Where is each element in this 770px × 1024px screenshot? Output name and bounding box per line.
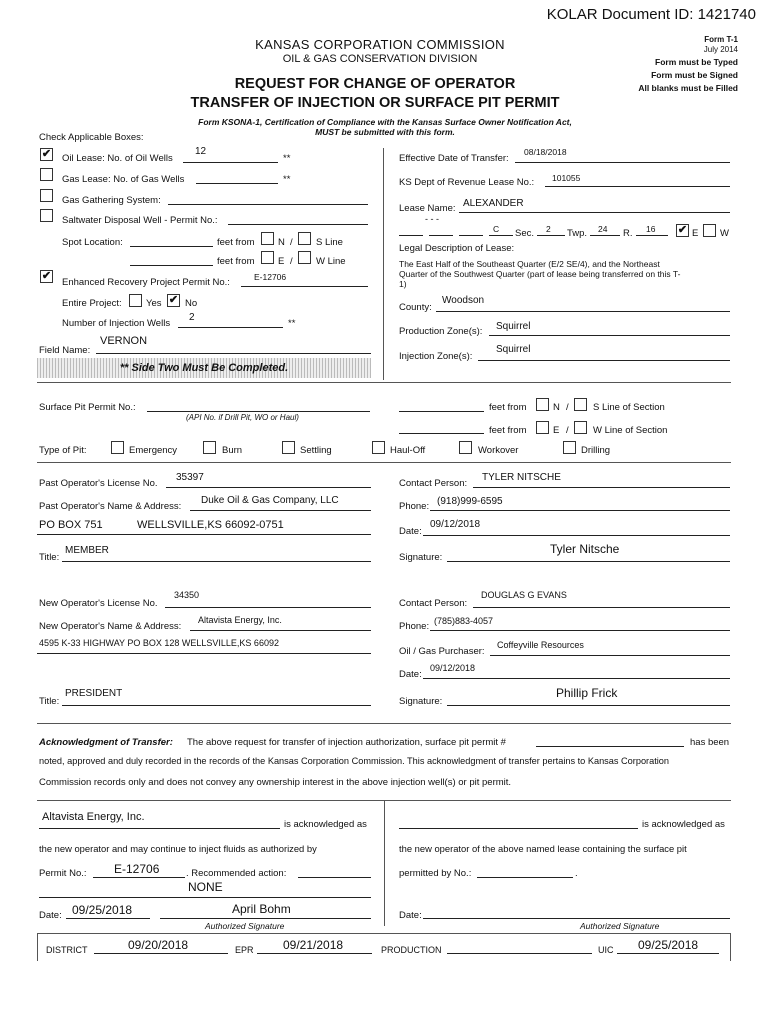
pit-burn-label: Burn — [222, 445, 243, 456]
form-number: Form T-1 — [704, 35, 738, 44]
check-boxes-label: Check Applicable Boxes: — [39, 132, 144, 143]
pit-workover-checkbox[interactable] — [459, 441, 472, 454]
ks-rev-line[interactable] — [545, 186, 730, 187]
gas-gathering-label: Gas Gathering System: — [62, 195, 161, 206]
division-name: OIL & GAS CONSERVATION DIVISION — [282, 53, 478, 65]
swd-label: Saltwater Disposal Well - Permit No.: — [62, 215, 218, 226]
past-name-value: Duke Oil & Gas Company, LLC — [201, 495, 339, 506]
past-phone-label: Phone: — [399, 501, 430, 512]
past-date-label: Date: — [399, 526, 422, 537]
ack-permit-line[interactable] — [536, 746, 684, 747]
new-purchaser-value: Coffeyville Resources — [497, 640, 584, 650]
entire-project-label: Entire Project: — [62, 298, 122, 309]
new-signature-value: Phillip Frick — [556, 686, 618, 700]
past-title-line[interactable] — [62, 561, 371, 562]
inj-stars: ** — [288, 318, 296, 329]
right-permitted-period: . — [575, 868, 578, 879]
epr-value: 09/21/2018 — [283, 938, 344, 952]
new-signature-line[interactable] — [447, 705, 730, 706]
eff-date-line[interactable] — [515, 162, 730, 163]
new-contact-value: DOUGLAS G EVANS — [481, 590, 567, 600]
ack-text-line2: noted, approved and duly recorded in the records of the Kansas Corporation Commission. This acknowledgment of transfer pertains to Kansas Corporation — [39, 756, 670, 766]
range-w-checkbox[interactable] — [703, 224, 716, 237]
epr-line[interactable] — [257, 953, 372, 954]
spot-feet-from-ns: feet from — [217, 237, 255, 248]
inj-zone-value: Squirrel — [496, 344, 531, 355]
erp-label: Enhanced Recovery Project Permit No.: — [62, 277, 230, 288]
new-address: 4595 K-33 HIGHWAY PO BOX 128 WELLSVILLE,KS 66092 — [39, 638, 279, 648]
pit-settling-checkbox[interactable] — [282, 441, 295, 454]
new-license-value: 34350 — [174, 590, 200, 600]
lease-name-label: Lease Name: — [399, 203, 456, 214]
oil-wells-line[interactable] — [183, 162, 278, 163]
spot-w-label: W Line — [316, 256, 346, 267]
spot-feet-from-ew: feet from — [217, 256, 255, 267]
range-line[interactable] — [636, 235, 668, 236]
uic-line[interactable] — [617, 953, 719, 954]
pit-e-checkbox[interactable] — [536, 421, 549, 434]
new-purchaser-label: Oil / Gas Purchaser: — [399, 646, 485, 657]
oil-wells-value: 12 — [195, 146, 207, 157]
new-title-line[interactable] — [62, 705, 371, 706]
past-name-label: Past Operator's Name & Address: — [39, 501, 182, 512]
ack-text-line3: Commission records only and does not convey any ownership interest in the above injection well(s) or pit permit. — [39, 777, 512, 788]
inj-zone-line[interactable] — [478, 360, 730, 361]
spot-slash: / — [290, 237, 293, 248]
right-date-line[interactable] — [423, 918, 730, 919]
erp-value: E-12706 — [254, 272, 287, 282]
spot-location-label: Spot Location: — [62, 237, 123, 248]
pit-s-label: S Line of Section — [593, 402, 665, 413]
lease-name-value: ALEXANDER — [463, 198, 524, 209]
past-address-line2: WELLSVILLE,KS 66092-0751 — [137, 519, 284, 531]
past-license-label: Past Operator's License No. — [39, 478, 158, 489]
bottom-date-line[interactable] — [66, 918, 150, 919]
past-license-value: 35397 — [176, 472, 204, 483]
new-date-label: Date: — [399, 669, 422, 680]
district-value: 09/20/2018 — [128, 938, 189, 952]
pit-w-label: W Line of Section — [593, 425, 668, 436]
new-phone-label: Phone: — [399, 621, 430, 632]
new-date-line[interactable] — [423, 678, 730, 679]
past-date-value: 09/12/2018 — [430, 519, 481, 530]
new-signature-label: Signature: — [399, 696, 443, 707]
section-divider-3 — [37, 723, 731, 724]
quarter-dashes: - - - — [425, 214, 439, 224]
past-phone-value: (918)999-6595 — [437, 496, 503, 507]
pit-n-label: N — [553, 402, 560, 413]
past-license-line[interactable] — [166, 487, 371, 488]
past-title-value: MEMBER — [65, 545, 109, 556]
district-label: DISTRICT — [46, 945, 88, 955]
pit-feet-from-ew: feet from — [489, 425, 527, 436]
pit-emergency-checkbox[interactable] — [111, 441, 124, 454]
past-name-line[interactable] — [190, 510, 371, 511]
uic-label: UIC — [598, 945, 614, 955]
pit-workover-label: Workover — [478, 445, 519, 456]
pit-hauloff-checkbox[interactable] — [372, 441, 385, 454]
range-label: R. — [623, 228, 633, 239]
form-date: July 2014 — [703, 45, 738, 54]
spot-s-label: S Line — [316, 237, 343, 248]
lease-name-line[interactable] — [459, 212, 730, 213]
ack-text-line1-end: has been — [690, 737, 730, 748]
past-address-underline[interactable] — [37, 534, 371, 535]
new-license-label: New Operator's License No. — [39, 598, 158, 609]
ack-is-acknowledged-right: is acknowledged as — [642, 819, 725, 830]
production-line[interactable] — [447, 953, 592, 954]
column-divider — [383, 148, 384, 380]
past-signature-value: Tyler Nitsche — [550, 542, 620, 556]
new-title-label: Title: — [39, 696, 60, 707]
swd-checkbox[interactable] — [40, 209, 53, 222]
eff-date-label: Effective Date of Transfer: — [399, 153, 509, 164]
form-title-line2: TRANSFER OF INJECTION OR SURFACE PIT PERMIT — [190, 95, 560, 111]
ack-left-text: the new operator and may continue to inject fluids as authorized by — [39, 843, 317, 854]
pit-n-checkbox[interactable] — [536, 398, 549, 411]
production-label: PRODUCTION — [381, 945, 442, 955]
past-contact-value: TYLER NITSCHE — [482, 472, 561, 483]
bottom-permit-value: E-12706 — [114, 862, 160, 876]
sec-line[interactable] — [537, 235, 565, 236]
right-date-label: Date: — [399, 910, 422, 921]
district-line[interactable] — [94, 953, 228, 954]
note-filled: All blanks must be Filled — [638, 83, 738, 93]
pit-w-checkbox[interactable] — [574, 421, 587, 434]
twp-value: 24 — [598, 224, 608, 234]
quarter4-line[interactable] — [489, 235, 513, 236]
eff-date-value: 08/18/2018 — [524, 147, 567, 157]
form-title-line1: REQUEST FOR CHANGE OF OPERATOR — [234, 76, 516, 92]
spot-ns-line[interactable] — [130, 246, 213, 247]
form-subtitle-line1: Form KSONA-1, Certification of Compliance with the Kansas Surface Owner Notification Act, — [198, 117, 572, 127]
section-divider-1 — [37, 382, 731, 383]
bottom-auth-sig-label: Authorized Signature — [205, 921, 285, 931]
entire-yes-checkbox[interactable] — [129, 294, 142, 307]
bottom-column-divider — [384, 800, 385, 926]
past-contact-line[interactable] — [473, 487, 730, 488]
inj-wells-line[interactable] — [178, 327, 283, 328]
bottom-recommended-line[interactable] — [298, 877, 371, 878]
gas-stars: ** — [283, 174, 291, 185]
right-permitted-label: permitted by No.: — [399, 868, 472, 879]
pit-s-checkbox[interactable] — [574, 398, 587, 411]
pit-e-label: E — [553, 425, 560, 436]
spot-slash-2: / — [290, 256, 293, 267]
past-signature-line[interactable] — [447, 561, 730, 562]
pit-ns-line[interactable] — [399, 411, 484, 412]
county-label: County: — [399, 302, 432, 313]
new-purchaser-line[interactable] — [490, 655, 730, 656]
ack-title: Acknowledgment of Transfer: — [39, 737, 173, 748]
erp-checkbox[interactable]: ✔ — [41, 270, 52, 282]
spot-w-checkbox[interactable] — [298, 251, 311, 264]
new-address-underline[interactable] — [37, 653, 371, 654]
pit-feet-from-ns: feet from — [489, 402, 527, 413]
ack-text-line1: The above request for transfer of injection authorization, surface pit permit # — [187, 737, 506, 748]
note-signed: Form must be Signed — [651, 70, 738, 80]
ack-operator-line[interactable] — [39, 828, 280, 829]
prod-zone-label: Production Zone(s): — [399, 326, 483, 337]
range-value: 16 — [646, 224, 656, 234]
pit-permit-hint: (API No. if Drill Pit, WO or Haul) — [186, 413, 299, 422]
gas-lease-checkbox[interactable] — [40, 168, 53, 181]
past-date-line[interactable] — [423, 535, 730, 536]
quarter2-line[interactable] — [429, 235, 453, 236]
spot-n-label: N — [278, 237, 285, 248]
pit-permit-label: Surface Pit Permit No.: — [39, 402, 136, 413]
side-two-banner: ** Side Two Must Be Completed. — [37, 358, 371, 378]
new-name-value: Altavista Energy, Inc. — [198, 615, 282, 625]
ack-right-text: the new operator of the above named lease containing the surface pit — [399, 843, 687, 854]
right-permitted-line[interactable] — [477, 877, 573, 878]
gas-gathering-checkbox[interactable] — [40, 189, 53, 202]
right-ack-line[interactable] — [399, 828, 638, 829]
oil-stars: ** — [283, 153, 291, 164]
bottom-permit-line[interactable] — [93, 877, 185, 878]
inj-zone-label: Injection Zone(s): — [399, 351, 473, 362]
legal-desc-label: Legal Description of Lease: — [399, 243, 515, 254]
bottom-auth-line[interactable] — [160, 918, 371, 919]
new-phone-line[interactable] — [430, 630, 730, 631]
prod-zone-line[interactable] — [489, 335, 730, 336]
bottom-date-label: Date: — [39, 910, 62, 921]
bottom-permit-label: Permit No.: — [39, 868, 87, 879]
pit-ew-line[interactable] — [399, 433, 484, 434]
new-date-value: 09/12/2018 — [430, 663, 476, 673]
past-contact-label: Contact Person: — [399, 478, 468, 489]
spot-s-checkbox[interactable] — [298, 232, 311, 245]
new-contact-label: Contact Person: — [399, 598, 468, 609]
right-auth-sig-label: Authorized Signature — [580, 921, 660, 931]
bottom-recommended-value: NONE — [188, 880, 223, 894]
form-subtitle-line2: MUST be submitted with this form. — [315, 127, 455, 137]
entire-yes-label: Yes — [146, 298, 162, 309]
pit-type-label: Type of Pit: — [39, 445, 87, 456]
section-divider-2 — [37, 462, 731, 463]
bottom-recommended-line2[interactable] — [39, 897, 371, 898]
new-license-line[interactable] — [165, 607, 371, 608]
range-w-label: W — [720, 228, 729, 239]
bottom-auth-name: April Bohm — [232, 902, 291, 916]
pit-burn-checkbox[interactable] — [203, 441, 216, 454]
gas-gathering-line[interactable] — [168, 204, 368, 205]
pit-hauloff-label: Haul-Off — [390, 445, 426, 456]
quarter-c-value: C — [493, 224, 500, 234]
swd-line[interactable] — [228, 224, 368, 225]
oil-lease-label: Oil Lease: No. of Oil Wells — [62, 153, 173, 164]
legal-desc-line2: Quarter of the Southwest Quarter (part of lease being transferred on this T- — [399, 269, 681, 279]
field-name-value: VERNON — [100, 335, 148, 347]
pit-drilling-label: Drilling — [581, 445, 611, 456]
erp-line[interactable] — [241, 286, 368, 287]
ks-rev-label: KS Dept of Revenue Lease No.: — [399, 177, 535, 188]
past-address-line1: PO BOX 751 — [39, 519, 103, 531]
twp-label: Twp. — [567, 228, 588, 239]
inj-wells-label: Number of Injection Wells — [62, 318, 171, 329]
legal-desc-line3: 1) — [399, 279, 407, 289]
note-typed: Form must be Typed — [655, 57, 738, 67]
range-e-checkbox[interactable]: ✔ — [677, 224, 688, 236]
gas-lease-label: Gas Lease: No. of Gas Wells — [62, 174, 185, 185]
pit-permit-line[interactable] — [147, 411, 370, 412]
legal-desc-line1: The East Half of the Southeast Quarter (E/2 SE/4), and the Northeast — [399, 259, 660, 269]
epr-label: EPR — [235, 945, 254, 955]
new-contact-line[interactable] — [473, 607, 730, 608]
spot-n-checkbox[interactable] — [261, 232, 274, 245]
entire-no-label: No — [185, 298, 198, 309]
spot-ew-line[interactable] — [130, 265, 213, 266]
past-title-label: Title: — [39, 552, 60, 563]
pit-emergency-label: Emergency — [129, 445, 178, 456]
twp-line[interactable] — [590, 235, 620, 236]
range-e-label: E — [692, 228, 699, 239]
entire-no-checkbox[interactable]: ✔ — [168, 294, 179, 306]
sec-value: 2 — [546, 224, 551, 234]
new-title-value: PRESIDENT — [65, 688, 123, 699]
new-name-line[interactable] — [190, 630, 371, 631]
county-line[interactable] — [436, 311, 730, 312]
county-value: Woodson — [442, 295, 485, 306]
document-id: KOLAR Document ID: 1421740 — [546, 6, 756, 23]
uic-value: 09/25/2018 — [638, 938, 699, 952]
ack-operator-name: Altavista Energy, Inc. — [42, 811, 145, 823]
pit-settling-label: Settling — [300, 445, 332, 456]
quarter1-line[interactable] — [399, 235, 423, 236]
spot-e-checkbox[interactable] — [261, 251, 274, 264]
bottom-date-value: 09/25/2018 — [72, 903, 133, 917]
pit-slash: / — [566, 402, 569, 413]
field-name-line[interactable] — [96, 353, 371, 354]
gas-wells-line[interactable] — [196, 183, 278, 184]
new-name-label: New Operator's Name & Address: — [39, 621, 182, 632]
new-phone-value: (785)883-4057 — [434, 616, 494, 626]
pit-drilling-checkbox[interactable] — [563, 441, 576, 454]
prod-zone-value: Squirrel — [496, 321, 531, 332]
sec-label: Sec. — [515, 228, 535, 239]
field-name-label: Field Name: — [39, 345, 91, 356]
past-phone-line[interactable] — [430, 510, 730, 511]
quarter3-line[interactable] — [459, 235, 483, 236]
bottom-recommended-label: . Recommended action: — [186, 868, 287, 879]
past-signature-label: Signature: — [399, 552, 443, 563]
inj-wells-value: 2 — [189, 312, 195, 323]
oil-lease-checkbox[interactable]: ✔ — [41, 148, 52, 160]
pit-slash-2: / — [566, 425, 569, 436]
ack-is-acknowledged-left: is acknowledged as — [284, 819, 367, 830]
ks-rev-value: 101055 — [552, 173, 581, 183]
spot-e-label: E — [278, 256, 285, 267]
agency-name: KANSAS CORPORATION COMMISSION — [255, 37, 505, 52]
